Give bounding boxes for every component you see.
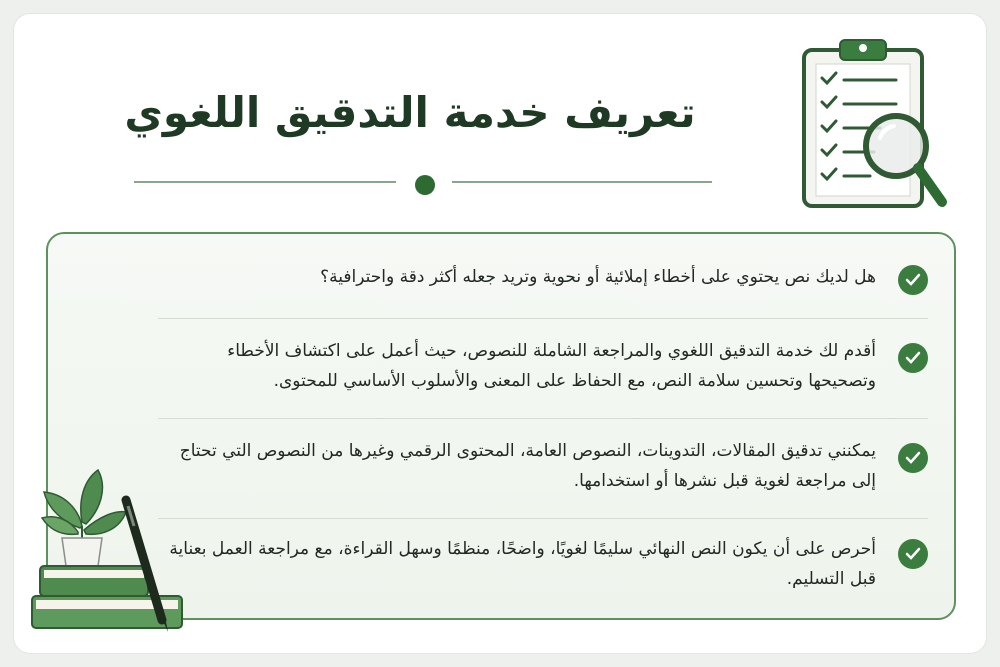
item-separator xyxy=(158,318,928,319)
title-divider-left xyxy=(134,181,396,183)
title-divider-right xyxy=(452,181,712,183)
potted-plant-icon xyxy=(42,470,126,566)
check-circle-icon xyxy=(898,343,928,373)
item-text: أحرص على أن يكون النص النهائي سليمًا لغويًا، واضحًا، منظمًا وسهل القراءة، مع مراجعة العمل بعناية قبل التسليم. xyxy=(169,539,876,589)
item-text: أقدم لك خدمة التدقيق اللغوي والمراجعة الشاملة للنصوص، حيث أعمل على اكتشاف الأخطاء وتصحيحها وتحسين سلامة النص، مع الحفاظ على المعنى والأسلوب الأساسي للمحتوى. xyxy=(227,341,876,391)
item-separator xyxy=(158,418,928,419)
item-text: يمكنني تدقيق المقالات، التدوينات، النصوص العامة، المحتوى الرقمي وغيرها من النصوص التي تحتاج إلى مراجعة لغوية قبل نشرها أو استخدامها. xyxy=(179,441,876,491)
title-divider-dot xyxy=(415,175,435,195)
plant-books-illustration xyxy=(22,460,192,640)
list-item xyxy=(48,262,954,298)
item-text: هل لديك نص يحتوي على أخطاء إملائية أو نحوية وتريد جعله أكثر دقة واحترافية؟ xyxy=(320,267,876,287)
clipboard-checklist-icon xyxy=(796,34,956,214)
page-title: تعريف خدمة التدقيق اللغوي xyxy=(124,88,696,137)
item-separator xyxy=(158,518,928,519)
check-circle-icon xyxy=(898,265,928,295)
check-circle-icon xyxy=(898,443,928,473)
list-item xyxy=(48,336,954,400)
check-circle-icon xyxy=(898,539,928,569)
